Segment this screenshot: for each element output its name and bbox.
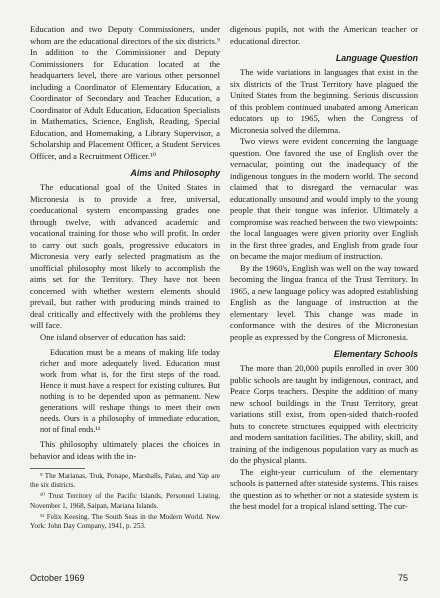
- body-paragraph: digenous pupils, not with the American teacher or educational director.: [230, 24, 418, 46]
- block-quote: [40, 347, 220, 435]
- body-paragraph: One island observer of education has said:: [40, 331, 186, 342]
- page-number: 75: [398, 573, 409, 583]
- body-paragraph: By the 1960's, English was well on the way toward becoming the lingua franca of the Trust Territory. In 1965, a new language policy was adopted establishing English as the language of instruction at the elementary level. This change was made in conformance with the desires of the Micronesian people as expressed by the Congress of Micronesia.: [230, 262, 418, 342]
- quote-text: Education must be a means of making life today richer and more adequately lived. Education must work from what is, for the first steps of the road. Hence it must have a respect for existing cultures. But nothing is to be depended upon as permanent. New generations will reshape things to meet their own needs. Ours is a philosophy of immediate education, not of final ends.¹¹: [40, 348, 220, 434]
- footnote: ⁹ The Marianas, Truk, Ponape, Marshalls, Palau, and Yap are the six districts.: [30, 472, 220, 490]
- footnote: ¹¹ Felix Keesing. The South Seas in the Modern World. New York: John Day Company, 1941, p. 253.: [30, 512, 220, 531]
- body-paragraph: Education and two Deputy Commissioners, under whom are the educational directors of the six districts.⁹ In addition to the Commissioner and Deputy Commissioners for Education located at the headquarters level, there are various other personnel including a Coordinator of Elementary Education, a Coordinator of Secondary and Teacher Education, a Coordinator of Adult Education, Education Specialists in Mathematics, Science, English, Reading, Special Education, and Homemaking, a Library Supervisor, a Scholarship and Placement Officer, a Student Services Officer, and a Recruitment Officer.¹⁰: [30, 24, 220, 161]
- right-column: [230, 24, 418, 513]
- left-column: [30, 24, 220, 533]
- footnote-divider: [30, 468, 85, 469]
- body-paragraph: The wide variations in languages that exist in the six districts of the Trust Territory have plagued the United States from the beginning. Serious discussion of this problem continued unabated among American educators up to 1965, when the Congress of Micronesia solved the dilemma.: [230, 67, 418, 135]
- section-heading-elementary: Elementary Schools: [333, 349, 418, 359]
- footer-date: October 1969: [30, 573, 85, 583]
- footnote: ¹⁰ Trust Territory of the Pacific Islands, Personnel Listing, November 1, 1968, Saipan, Mariana Islands.: [30, 492, 220, 510]
- body-paragraph: This philosophy ultimately places the choices in behavior and ideas with the in-: [30, 439, 220, 461]
- section-heading-aims: Aims and Philosophy: [130, 168, 220, 178]
- body-paragraph: Two views were evident concerning the language question. One favored the use of English over the vernacular, pointing out the inadequacy of the indigenous tongues in the modern world. The second claimed that to disregard the vernacular was educationally unsound and would imply to the young people that their tongue was inferior. Ultimately a compromise was reached between the two viewpoints: the local languages were given priority over English in the first three grades, and English from grade four on became the major medium of instruction.: [230, 136, 418, 261]
- body-paragraph: The eight-year curriculum of the elementary schools is patterned after stateside systems. This raises the question as to whether or not a stateside system is the best model for a tropical island setting. The cur-: [230, 466, 418, 511]
- section-heading-language: Language Question: [335, 53, 418, 63]
- body-paragraph: The educational goal of the United States in Micronesia is to provide a free, universal, coeducational system encompassing grades one through twelve, with advanced academic and vocational training for those who will profit. In order to carry out such goals, progressive educators in Micronesia very early selected pragmatism as the unofficial philosophy most likely to accomplish the aims set for the Territory. They have not been concerned with whether western elements should prevail, but rather with producing minds trained to deal critically and effectively with the problems they will face.: [30, 182, 220, 330]
- body-paragraph: The more than 20,000 pupils enrolled in over 300 public schools are taught by indigenous, contract, and Peace Corps teachers. Despite the addition of many new school buildings in the Trust Territory, great variations still exist, from open-sided thatch-roofed huts to concrete structures equipped with electricity and modern sanitation facilities. The ability, skill, and training of the indigenous population vary as much as do the physical plants.: [230, 363, 418, 465]
